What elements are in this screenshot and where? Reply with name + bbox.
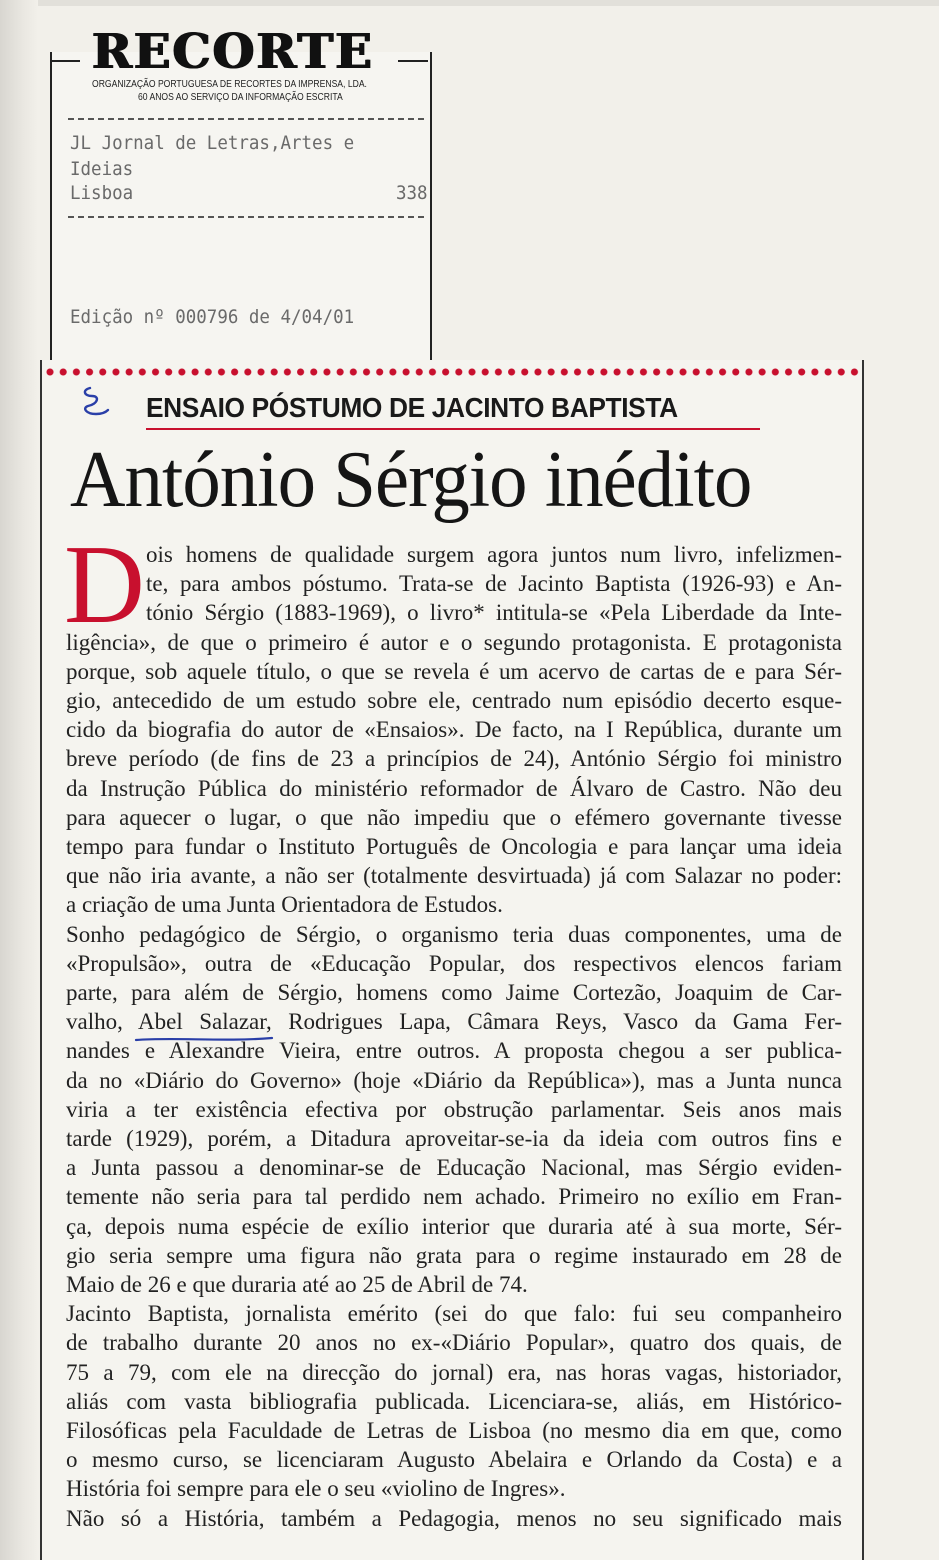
article-body-line: o mesmo curso, se licenciaram Augusto Abelaira e Orlando da Costa) e a bbox=[66, 1447, 842, 1473]
article-body-line: nandes e Alexandre Vieira, entre outros. A proposta chegou a ser publica- bbox=[66, 1038, 842, 1064]
dotted-border bbox=[44, 366, 859, 378]
stamp-dashed-rule-top bbox=[68, 118, 424, 120]
article-body-line: que não iria avante, a não ser (totalmente desvirtuada) já com Salazar no poder: bbox=[66, 863, 842, 889]
article-body-line: ça, depois numa espécie de exílio interior que duraria até à sua morte, Sér- bbox=[66, 1213, 842, 1239]
article-body-line: Não só a História, também a Pedagogia, menos no seu significado mais bbox=[66, 1505, 842, 1531]
article-body-line: porque, sob aquele título, o que se revela é um acervo de cartas de e para Sér- bbox=[66, 658, 842, 684]
article-body-line: tempo para fundar o Instituto Português de Oncologia e para lançar uma ideia bbox=[66, 834, 842, 859]
article-body-line: para aquecer o lugar, o que não impediu que o efémero governante tivesse bbox=[66, 804, 842, 830]
article-body-line: parte, para além de Sérgio, homens como Jaime Cortezão, Joaquim de Car- bbox=[66, 980, 842, 1005]
scan-left-shadow bbox=[0, 0, 38, 1560]
drop-cap: D bbox=[64, 523, 145, 647]
article-body-line: História foi sempre para ele o seu «violino de Ingres». bbox=[66, 1476, 566, 1502]
stamp-city: Lisboa bbox=[70, 182, 134, 204]
article-body-line: a Junta passou a denominar-se de Educação Nacional, mas Sérgio eviden- bbox=[66, 1155, 842, 1181]
article-body-line: gio, antecedido de um estudo sobre ele, centrado num episódio decerto esque- bbox=[66, 688, 842, 713]
kicker-underline bbox=[146, 428, 760, 430]
stamp-top-rule-right bbox=[398, 60, 428, 62]
article-body-line: 75 a 79, com ele na direcção do jornal) era, nas horas vagas, historiador, bbox=[66, 1359, 842, 1385]
article-body-line: Jacinto Baptista, jornalista emérito (sei do que falo: fui seu companheiro bbox=[66, 1301, 842, 1327]
article-body-line: tónio Sérgio (1883-1969), o livro* intitula-se «Pela Liberdade da Inte- bbox=[146, 600, 842, 626]
article-body-line: valho, Abel Salazar, Rodrigues Lapa, Câmara Reys, Vasco da Gama Fer- bbox=[66, 1009, 842, 1035]
article-body-line: cido da biografia do autor de «Ensaios». De facto, na I República, durante um bbox=[66, 717, 842, 743]
article-kicker: ENSAIO PÓSTUMO DE JACINTO BAPTISTA bbox=[146, 392, 678, 423]
scan-top-edge bbox=[0, 0, 939, 6]
stamp-publication-line1: JL Jornal de Letras,Artes e bbox=[70, 132, 355, 154]
handwritten-mark-icon bbox=[72, 384, 112, 420]
article-body-line: viria a ter existência efectiva por obstrução parlamentar. Seis anos mais bbox=[66, 1096, 842, 1122]
stamp-tagline: 60 ANOS AO SERVIÇO DA INFORMAÇÃO ESCRITA bbox=[138, 92, 343, 103]
pen-underline-icon bbox=[134, 1034, 274, 1044]
article-body-line: aliás com vasta bibliografia publicada. Licenciara-se, aliás, em Histórico- bbox=[66, 1388, 842, 1414]
stamp-brand: RECORTE bbox=[92, 24, 374, 80]
article-headline: António Sérgio inédito bbox=[70, 436, 752, 524]
article-body-line: Sonho pedagógico de Sérgio, o organismo teria duas componentes, uma de bbox=[66, 921, 842, 947]
stamp-publication-line2: Ideias bbox=[70, 158, 134, 180]
article-body-line: breve período (de fins de 23 a princípios de 24), António Sérgio foi ministro bbox=[66, 746, 842, 772]
article-body-line: de trabalho durante 20 anos no ex-«Diário Popular», quatro dos quais, de bbox=[66, 1330, 842, 1356]
article-body-line: gio seria sempre uma figura não grata para o regime instaurado em 28 de bbox=[66, 1242, 842, 1268]
article-body-line: a criação de uma Junta Orientadora de Estudos. bbox=[66, 892, 503, 918]
article-body-line: da Instrução Pública do ministério reformador de Álvaro de Castro. Não deu bbox=[66, 775, 842, 801]
article-body-line: tarde (1929), porém, a Ditadura aproveitar-se-ia da ideia com outros fins e bbox=[66, 1126, 842, 1151]
article-body-line: Filosóficas pela Faculdade de Letras de Lisboa (no mesmo dia em que, como bbox=[66, 1418, 842, 1443]
article-body-line: te, para ambos póstumo. Trata-se de Jacinto Baptista (1926-93) e An- bbox=[146, 571, 842, 597]
stamp-top-rule-left bbox=[50, 60, 80, 62]
stamp-org-name: ORGANIZAÇÃO PORTUGUESA DE RECORTES DA IMPRENSA, LDA. bbox=[92, 79, 367, 90]
article-body-line: ois homens de qualidade surgem agora juntos num livro, infelizmen- bbox=[146, 542, 842, 567]
article-body-line: da no «Diário do Governo» (hoje «Diário da República»), mas a Junta nunca bbox=[66, 1067, 842, 1093]
stamp-edition: Edição nº 000796 de 4/04/01 bbox=[70, 306, 355, 328]
article-body-line: temente não seria para tal perdido nem achado. Primeiro no exílio em Fran- bbox=[66, 1184, 842, 1210]
stamp-number: 338 bbox=[396, 182, 428, 204]
article-body-line: ligência», de que o primeiro é autor e o segundo protagonista. E protagonista bbox=[66, 629, 842, 655]
stamp-dashed-rule-bottom bbox=[68, 216, 424, 218]
article-body-line: «Propulsão», outra de «Educação Popular, dos respectivos elencos fariam bbox=[66, 950, 842, 976]
article-body-line: Maio de 26 e que duraria até ao 25 de Abril de 74. bbox=[66, 1272, 528, 1297]
